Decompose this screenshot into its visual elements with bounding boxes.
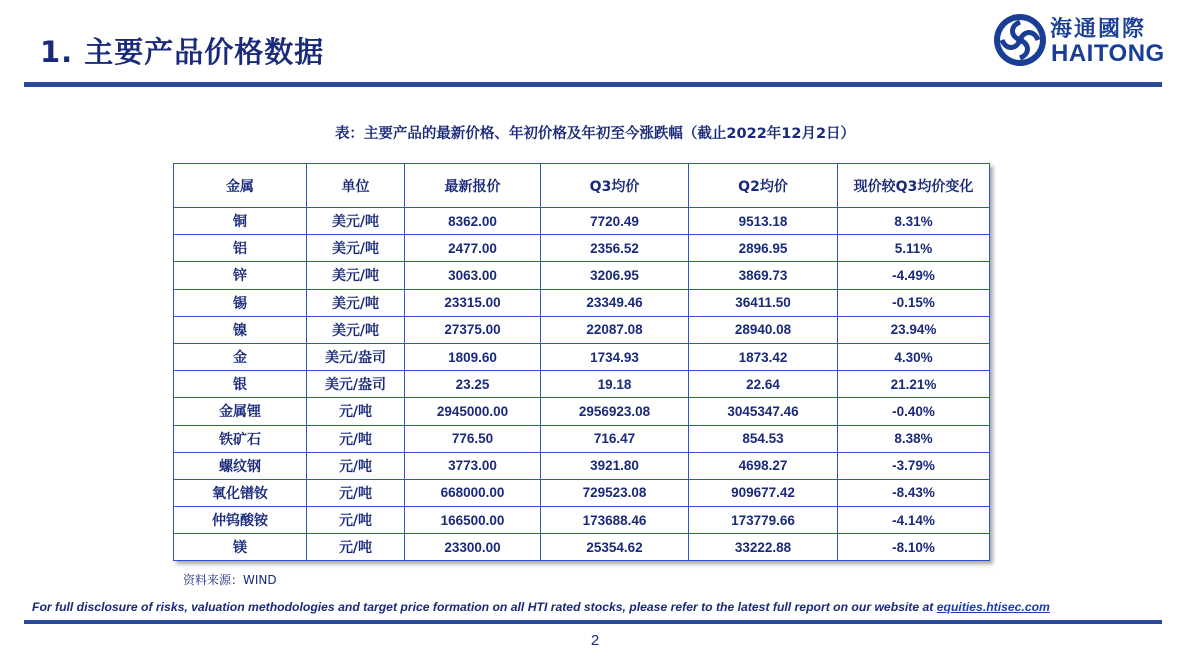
table-row xyxy=(174,208,990,235)
cell-q2-avg: 36411.50 xyxy=(689,289,838,316)
header-change-vs-q3: 现价较Q3均价变化 xyxy=(838,164,990,208)
cell-unit: 美元/盎司 xyxy=(307,343,405,370)
cell-unit: 美元/吨 xyxy=(307,262,405,289)
table-row xyxy=(174,289,990,316)
cell-metal: 铝 xyxy=(174,235,307,262)
haitong-logo xyxy=(992,10,1165,70)
cell-q2-avg: 33222.88 xyxy=(689,534,838,561)
cell-q2-avg: 22.64 xyxy=(689,371,838,398)
cell-unit: 美元/盎司 xyxy=(307,371,405,398)
cell-q3-avg: 7720.49 xyxy=(541,208,689,235)
cell-q3-avg: 1734.93 xyxy=(541,343,689,370)
disclaimer xyxy=(32,600,1050,614)
cell-metal: 镍 xyxy=(174,316,307,343)
cell-unit: 美元/吨 xyxy=(307,235,405,262)
cell-change-vs-q3: -8.43% xyxy=(838,479,990,506)
cell-unit: 元/吨 xyxy=(307,507,405,534)
slide-title: 1. 主要产品价格数据 xyxy=(40,35,325,69)
table-row xyxy=(174,316,990,343)
cell-change-vs-q3: 23.94% xyxy=(838,316,990,343)
cell-q3-avg: 729523.08 xyxy=(541,479,689,506)
cell-unit: 元/吨 xyxy=(307,398,405,425)
cell-q3-avg: 2956923.08 xyxy=(541,398,689,425)
cell-metal: 铁矿石 xyxy=(174,425,307,452)
cell-change-vs-q3: 21.21% xyxy=(838,371,990,398)
cell-latest-price: 27375.00 xyxy=(405,316,541,343)
cell-unit: 元/吨 xyxy=(307,479,405,506)
table-header-row xyxy=(174,164,990,208)
cell-q3-avg: 173688.46 xyxy=(541,507,689,534)
website-link[interactable]: equities.htisec.com xyxy=(936,600,1050,614)
cell-q3-avg: 2356.52 xyxy=(541,235,689,262)
cell-change-vs-q3: -4.14% xyxy=(838,507,990,534)
table-row xyxy=(174,398,990,425)
price-table xyxy=(173,163,990,561)
cell-latest-price: 8362.00 xyxy=(405,208,541,235)
table-row xyxy=(174,343,990,370)
header-unit: 单位 xyxy=(307,164,405,208)
cell-q2-avg: 3869.73 xyxy=(689,262,838,289)
cell-latest-price: 23315.00 xyxy=(405,289,541,316)
cell-q2-avg: 28940.08 xyxy=(689,316,838,343)
page-number: 2 xyxy=(590,632,600,649)
cell-metal: 镁 xyxy=(174,534,307,561)
header-metal: 金属 xyxy=(174,164,307,208)
cell-latest-price: 23300.00 xyxy=(405,534,541,561)
cell-latest-price: 166500.00 xyxy=(405,507,541,534)
cell-metal: 金属锂 xyxy=(174,398,307,425)
table-row xyxy=(174,452,990,479)
cell-latest-price: 2477.00 xyxy=(405,235,541,262)
cell-change-vs-q3: 8.38% xyxy=(838,425,990,452)
header-divider xyxy=(24,82,1162,87)
header-q2-avg: Q2均价 xyxy=(689,164,838,208)
cell-q3-avg: 25354.62 xyxy=(541,534,689,561)
cell-q3-avg: 19.18 xyxy=(541,371,689,398)
table-row xyxy=(174,425,990,452)
cell-q3-avg: 23349.46 xyxy=(541,289,689,316)
cell-latest-price: 23.25 xyxy=(405,371,541,398)
header-latest-price: 最新报价 xyxy=(405,164,541,208)
cell-change-vs-q3: -3.79% xyxy=(838,452,990,479)
cell-q3-avg: 3921.80 xyxy=(541,452,689,479)
cell-latest-price: 2945000.00 xyxy=(405,398,541,425)
cell-change-vs-q3: 4.30% xyxy=(838,343,990,370)
cell-q2-avg: 4698.27 xyxy=(689,452,838,479)
table-body xyxy=(174,208,990,561)
cell-latest-price: 776.50 xyxy=(405,425,541,452)
table-row xyxy=(174,507,990,534)
cell-metal: 金 xyxy=(174,343,307,370)
cell-unit: 美元/吨 xyxy=(307,208,405,235)
source-note: 资料来源：WIND xyxy=(183,573,277,587)
cell-q3-avg: 716.47 xyxy=(541,425,689,452)
cell-metal: 螺纹钢 xyxy=(174,452,307,479)
cell-q3-avg: 22087.08 xyxy=(541,316,689,343)
table-row xyxy=(174,262,990,289)
cell-unit: 元/吨 xyxy=(307,425,405,452)
cell-q2-avg: 909677.42 xyxy=(689,479,838,506)
logo-text-en: HAITONG xyxy=(1051,40,1165,67)
cell-latest-price: 1809.60 xyxy=(405,343,541,370)
cell-unit: 元/吨 xyxy=(307,534,405,561)
table-row xyxy=(174,235,990,262)
table-row xyxy=(174,479,990,506)
cell-metal: 锌 xyxy=(174,262,307,289)
cell-change-vs-q3: -4.49% xyxy=(838,262,990,289)
logo-text-cn: 海通國際 xyxy=(1050,17,1147,42)
cell-change-vs-q3: -8.10% xyxy=(838,534,990,561)
cell-change-vs-q3: 8.31% xyxy=(838,208,990,235)
cell-change-vs-q3: -0.15% xyxy=(838,289,990,316)
cell-q3-avg: 3206.95 xyxy=(541,262,689,289)
cell-change-vs-q3: 5.11% xyxy=(838,235,990,262)
cell-metal: 银 xyxy=(174,371,307,398)
cell-q2-avg: 854.53 xyxy=(689,425,838,452)
cell-q2-avg: 9513.18 xyxy=(689,208,838,235)
cell-q2-avg: 173779.66 xyxy=(689,507,838,534)
haitong-emblem-icon xyxy=(992,12,1048,68)
cell-latest-price: 668000.00 xyxy=(405,479,541,506)
table-row xyxy=(174,534,990,561)
price-table-container xyxy=(173,163,990,561)
cell-q2-avg: 1873.42 xyxy=(689,343,838,370)
cell-metal: 锡 xyxy=(174,289,307,316)
cell-unit: 元/吨 xyxy=(307,452,405,479)
header-q3-avg: Q3均价 xyxy=(541,164,689,208)
cell-q2-avg: 3045347.46 xyxy=(689,398,838,425)
cell-latest-price: 3773.00 xyxy=(405,452,541,479)
cell-change-vs-q3: -0.40% xyxy=(838,398,990,425)
cell-metal: 仲钨酸铵 xyxy=(174,507,307,534)
cell-q2-avg: 2896.95 xyxy=(689,235,838,262)
footer-divider xyxy=(24,620,1162,624)
table-row xyxy=(174,371,990,398)
cell-latest-price: 3063.00 xyxy=(405,262,541,289)
cell-metal: 氧化镨钕 xyxy=(174,479,307,506)
disclaimer-text: For full disclosure of risks, valuation methodologies and target price formation on all HTI rated stocks, please refer to the latest full report on our website at xyxy=(32,600,937,614)
table-caption: 表：主要产品的最新价格、年初价格及年初至今涨跌幅（截止2022年12月2日） xyxy=(334,126,856,142)
cell-unit: 美元/吨 xyxy=(307,289,405,316)
cell-metal: 铜 xyxy=(174,208,307,235)
cell-unit: 美元/吨 xyxy=(307,316,405,343)
